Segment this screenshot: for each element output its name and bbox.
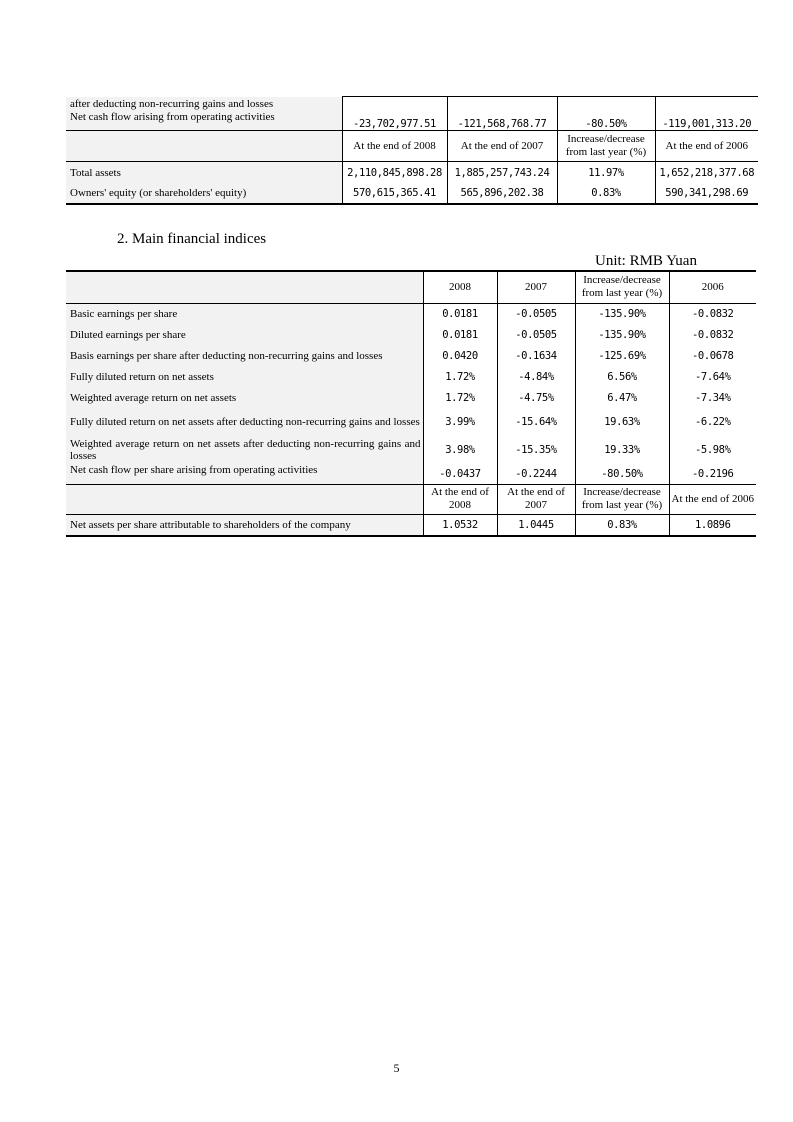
cell-value: -119,001,313.20 [655,111,758,131]
cell-value: 1.72% [423,387,497,408]
row-label: Net assets per share attributable to shareholders of the company [66,514,423,536]
table-row [66,303,756,324]
cell-value: -0.0832 [669,324,756,345]
row-label: Total assets [66,162,342,184]
section-title: 2. Main financial indices [117,231,267,247]
column-header: At the end of 2007 [447,131,557,162]
column-header: At the end of 2008 [342,131,447,162]
cell-value: -0.0678 [669,345,756,366]
row-label: Fully diluted return on net assets [66,366,423,387]
cell-value: 1.0896 [669,514,756,536]
cell-value: -80.50% [575,464,669,484]
table-row [66,514,756,536]
cell-value: 1,652,218,377.68 [655,162,758,184]
row-label: Weighted average return on net assets after deducting non-recurring gains and losses [66,436,423,464]
cell-value: 0.0181 [423,303,497,324]
cell-value: -135.90% [575,324,669,345]
cell-value: 1,885,257,743.24 [447,162,557,184]
column-header: At the end of 2007 [497,484,575,514]
row-label: Basis earnings per share after deducting non-recurring gains and losses [66,345,423,366]
cell-value: -15.64% [497,408,575,436]
cell-value: 0.0181 [423,324,497,345]
cell-value: 1.0445 [497,514,575,536]
cell-value: 2,110,845,898.28 [342,162,447,184]
cell-value: -121,568,768.77 [447,111,557,131]
cell-value: -15.35% [497,436,575,464]
cell-value: 3.98% [423,436,497,464]
table-row [66,324,756,345]
table-header-row [66,131,758,162]
column-header: 2008 [423,271,497,303]
cell-value: 6.47% [575,387,669,408]
financial-data-table [66,96,758,205]
table-header-row [66,271,756,303]
cell-value: -0.1634 [497,345,575,366]
column-header: Increase/decrease from last year (%) [575,484,669,514]
column-header: Increase/decrease from last year (%) [557,131,655,162]
row-label: Net cash flow arising from operating activities [66,111,342,131]
cell-value: 590,341,298.69 [655,184,758,204]
cell-value: -0.0505 [497,303,575,324]
row-label: after deducting non-recurring gains and losses [66,97,342,111]
cell-value: 19.63% [575,408,669,436]
cell-value: -80.50% [557,111,655,131]
cell-value: 1.72% [423,366,497,387]
column-header: 2006 [669,271,756,303]
financial-indices-table [66,270,756,537]
table-row [66,184,758,204]
table-row [66,162,758,184]
row-label: Weighted average return on net assets [66,387,423,408]
unit-label: Unit: RMB Yuan [595,253,697,269]
column-header: Increase/decrease from last year (%) [575,271,669,303]
cell-value: 6.56% [575,366,669,387]
row-label: Owners' equity (or shareholders' equity) [66,184,342,204]
table-row [66,366,756,387]
table-row [66,345,756,366]
table-row [66,387,756,408]
table-row [66,436,756,464]
cell-value: -7.34% [669,387,756,408]
cell-value: -135.90% [575,303,669,324]
cell-value: 570,615,365.41 [342,184,447,204]
cell-value: -0.2244 [497,464,575,484]
cell-value: -125.69% [575,345,669,366]
table-row [66,408,756,436]
cell-value: -0.0505 [497,324,575,345]
cell-value: 0.83% [557,184,655,204]
column-header: At the end of 2006 [655,131,758,162]
cell-value: -7.64% [669,366,756,387]
page-number: 5 [393,1061,400,1075]
cell-value: -5.98% [669,436,756,464]
cell-value: 0.0420 [423,345,497,366]
cell-value: -23,702,977.51 [342,111,447,131]
cell-value: 0.83% [575,514,669,536]
column-header: At the end of 2006 [669,484,756,514]
cell-value: 3.99% [423,408,497,436]
cell-value: -4.75% [497,387,575,408]
cell-value: 19.33% [575,436,669,464]
row-label: Basic earnings per share [66,303,423,324]
cell-value: -6.22% [669,408,756,436]
table-header-row [66,484,756,514]
cell-value: -4.84% [497,366,575,387]
row-label: Fully diluted return on net assets after deducting non-recurring gains and losses [66,408,423,436]
table-row [66,464,756,484]
row-label: Net cash flow per share arising from operating activities [66,464,423,484]
row-label: Diluted earnings per share [66,324,423,345]
cell-value: 565,896,202.38 [447,184,557,204]
cell-value: -0.2196 [669,464,756,484]
column-header: At the end of 2008 [423,484,497,514]
cell-value: 1.0532 [423,514,497,536]
cell-value: 11.97% [557,162,655,184]
column-header: 2007 [497,271,575,303]
cell-value: -0.0437 [423,464,497,484]
cell-value: -0.0832 [669,303,756,324]
table-row [66,111,758,131]
